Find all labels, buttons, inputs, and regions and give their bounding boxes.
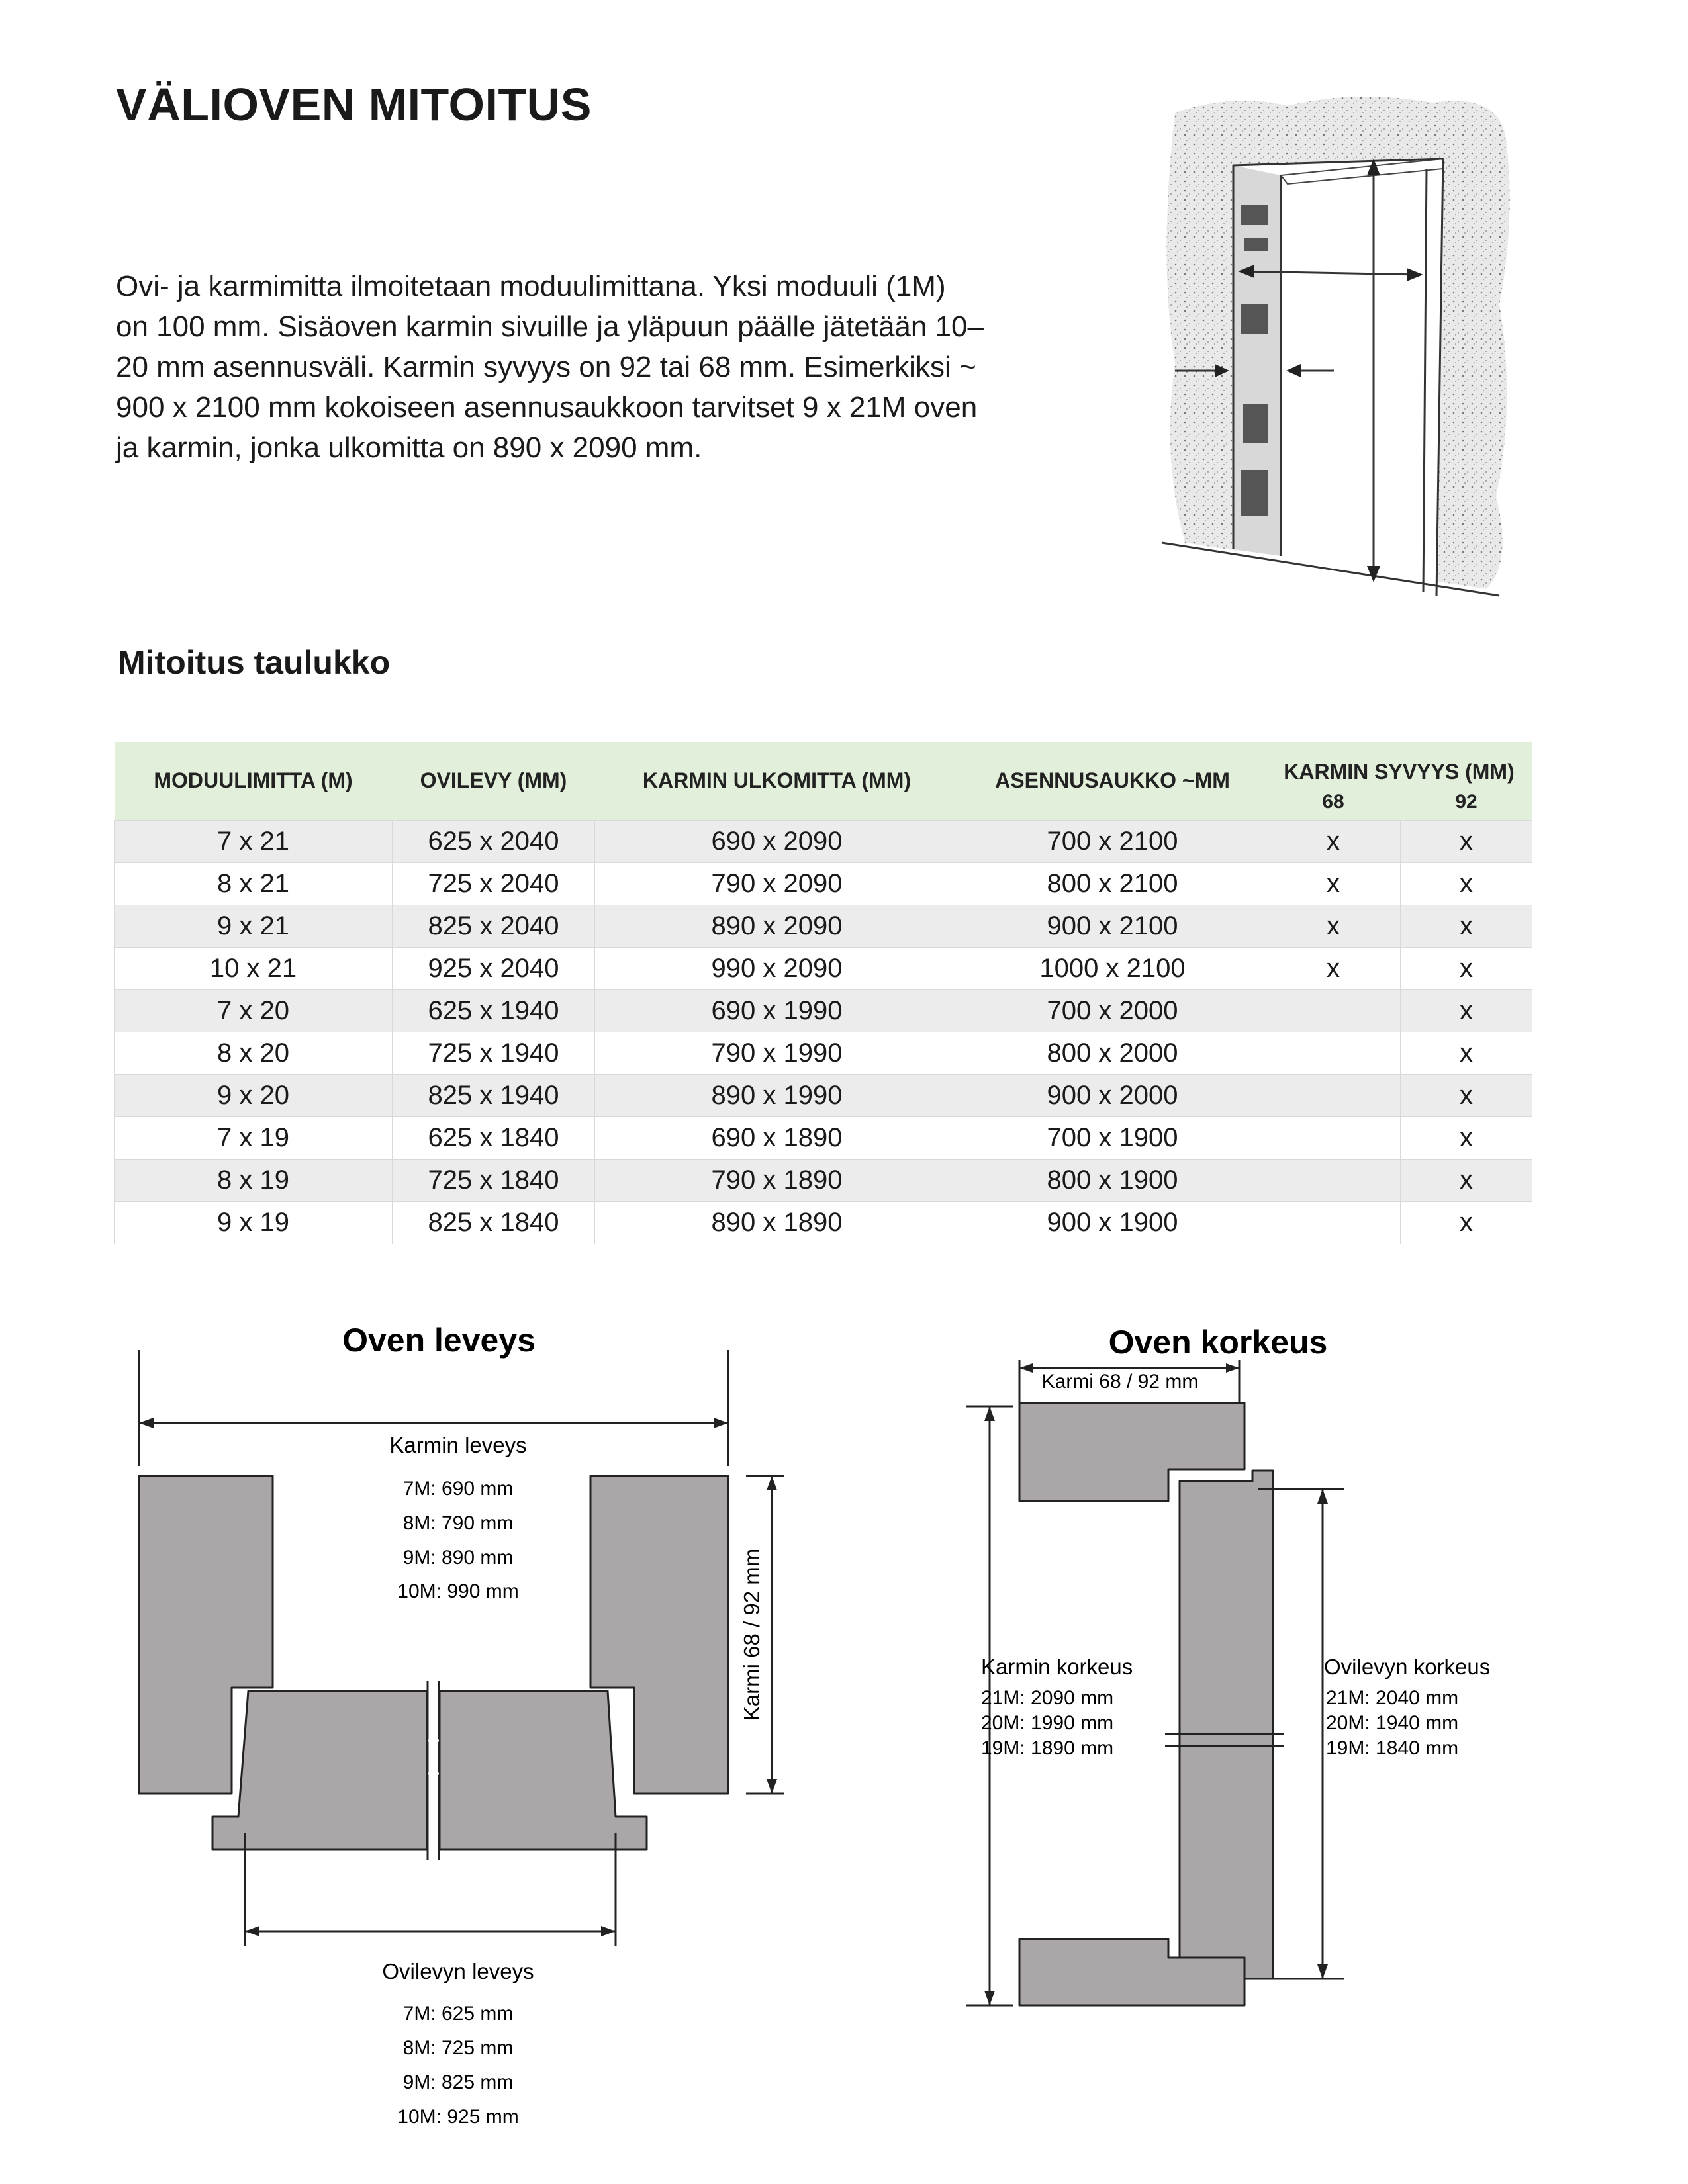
frame-depth-label: Karmi 68 / 92 mm xyxy=(1041,1371,1199,1392)
table-row xyxy=(115,1159,1532,1201)
table-cell: x xyxy=(1401,1201,1532,1244)
table-cell: 8 x 21 xyxy=(115,862,393,905)
door-width-diagram xyxy=(119,1317,808,2128)
table-row xyxy=(115,862,1532,905)
table-cell: x xyxy=(1401,905,1532,947)
intro-line: Ovi- ja karmimitta ilmoitetaan moduulimittana. Yksi moduuli (1M) xyxy=(116,270,946,302)
table-row xyxy=(115,820,1532,862)
table-cell: 9 x 21 xyxy=(115,905,393,947)
table-row xyxy=(115,1116,1532,1159)
table-cell: 790 x 2090 xyxy=(595,862,959,905)
table-cell: 890 x 1990 xyxy=(595,1074,959,1116)
table-cell: 625 x 2040 xyxy=(393,820,595,862)
column-header: KARMIN ULKOMITTA (MM) xyxy=(595,742,959,820)
table-cell: 825 x 2040 xyxy=(393,905,595,947)
table-cell xyxy=(1266,1159,1401,1201)
table-cell: 7 x 21 xyxy=(115,820,393,862)
frame-width-value: 10M: 990 mm xyxy=(397,1580,519,1602)
table-cell: x xyxy=(1401,862,1532,905)
table-cell: x xyxy=(1401,1074,1532,1116)
door-opening-illustration xyxy=(1155,86,1516,615)
column-subheader: 68 xyxy=(1266,784,1401,820)
table-row xyxy=(115,947,1532,989)
table-cell: 800 x 2000 xyxy=(959,1032,1266,1074)
table-cell: 625 x 1840 xyxy=(393,1116,595,1159)
column-header: KARMIN SYVYYS (MM) xyxy=(1266,742,1532,784)
table-cell: x xyxy=(1401,1032,1532,1074)
column-header: OVILEVY (MM) xyxy=(393,742,595,820)
table-cell: 700 x 2000 xyxy=(959,989,1266,1032)
intro-paragraph xyxy=(116,266,1043,468)
table-body xyxy=(115,820,1532,1244)
door-height-label: Ovilevyn korkeus xyxy=(1324,1655,1491,1679)
jamb-depth-label: Karmi 68 / 92 mm xyxy=(739,1548,764,1721)
sizing-table xyxy=(114,742,1532,1244)
frame-width-value: 9M: 890 mm xyxy=(402,1547,514,1569)
door-height-value: 19M: 1840 mm xyxy=(1326,1737,1459,1759)
table-cell: 825 x 1940 xyxy=(393,1074,595,1116)
table-cell xyxy=(1266,1032,1401,1074)
intro-line: 20 mm asennusväli. Karmin syvyys on 92 tai 68 mm. Esimerkiksi ~ xyxy=(116,351,976,383)
frame-width-value: 8M: 790 mm xyxy=(402,1512,514,1534)
table-cell: 7 x 19 xyxy=(115,1116,393,1159)
table-cell: 725 x 1940 xyxy=(393,1032,595,1074)
intro-line: 900 x 2100 mm kokoiseen asennusaukkoon tarvitset 9 x 21M oven xyxy=(116,391,978,424)
table-cell: 890 x 1890 xyxy=(595,1201,959,1244)
table-cell: 690 x 1890 xyxy=(595,1116,959,1159)
table-cell: 790 x 1890 xyxy=(595,1159,959,1201)
table-cell: x xyxy=(1401,820,1532,862)
table-cell: 690 x 1990 xyxy=(595,989,959,1032)
height-diagram-title: Oven korkeus xyxy=(1108,1324,1328,1361)
table-title: Mitoitus taulukko xyxy=(118,644,391,681)
table-cell: x xyxy=(1401,1159,1532,1201)
table-cell: 9 x 19 xyxy=(115,1201,393,1244)
frame-width-value: 7M: 690 mm xyxy=(402,1478,514,1500)
table-cell: 7 x 20 xyxy=(115,989,393,1032)
frame-height-label: Karmin korkeus xyxy=(981,1655,1133,1679)
intro-line: on 100 mm. Sisäoven karmin sivuille ja yläpuun päälle jätetään 10– xyxy=(116,310,984,343)
door-width-value: 7M: 625 mm xyxy=(402,2003,514,2025)
table-cell: x xyxy=(1401,989,1532,1032)
door-width-value: 10M: 925 mm xyxy=(397,2106,519,2128)
table-cell xyxy=(1266,1116,1401,1159)
door-leaf-vertical xyxy=(1180,1471,1273,1979)
table-cell xyxy=(1266,1201,1401,1244)
table-cell: 8 x 20 xyxy=(115,1032,393,1074)
frame-height-value: 20M: 1990 mm xyxy=(981,1712,1114,1734)
width-diagram-title: Oven leveys xyxy=(342,1322,536,1359)
frame-width-label: Karmin leveys xyxy=(389,1433,527,1457)
column-header: MODUULIMITTA (M) xyxy=(115,742,393,820)
table-cell: x xyxy=(1266,905,1401,947)
column-header: ASENNUSAUKKO ~MM xyxy=(959,742,1266,820)
door-height-diagram xyxy=(940,1317,1569,2032)
table-cell: 725 x 2040 xyxy=(393,862,595,905)
door-height-value: 20M: 1940 mm xyxy=(1326,1712,1459,1734)
table-row xyxy=(115,989,1532,1032)
page-title: VÄLIOVEN MITOITUS xyxy=(116,79,592,130)
table-cell: 700 x 1900 xyxy=(959,1116,1266,1159)
table-cell: 900 x 2100 xyxy=(959,905,1266,947)
table-cell xyxy=(1266,989,1401,1032)
table-cell: 1000 x 2100 xyxy=(959,947,1266,989)
door-width-label: Ovilevyn leveys xyxy=(382,1959,534,1983)
table-cell: 925 x 2040 xyxy=(393,947,595,989)
table-cell: 900 x 1900 xyxy=(959,1201,1266,1244)
frame-height-value: 19M: 1890 mm xyxy=(981,1737,1114,1759)
intro-line: ja karmin, jonka ulkomitta on 890 x 2090 mm. xyxy=(116,432,702,464)
table-cell: 625 x 1940 xyxy=(393,989,595,1032)
table-cell: x xyxy=(1266,947,1401,989)
door-height-value: 21M: 2040 mm xyxy=(1326,1687,1459,1709)
table-cell: 800 x 2100 xyxy=(959,862,1266,905)
table-cell: 725 x 1840 xyxy=(393,1159,595,1201)
table-cell: 890 x 2090 xyxy=(595,905,959,947)
column-subheader: 92 xyxy=(1401,784,1532,820)
table-row xyxy=(115,1201,1532,1244)
table-cell: 900 x 2000 xyxy=(959,1074,1266,1116)
door-leaf-right xyxy=(440,1691,647,1850)
table-cell: 800 x 1900 xyxy=(959,1159,1266,1201)
door-width-value: 8M: 725 mm xyxy=(402,2037,514,2059)
table-cell: 10 x 21 xyxy=(115,947,393,989)
table-cell xyxy=(1266,1074,1401,1116)
table-cell: x xyxy=(1266,820,1401,862)
door-leaf-left xyxy=(212,1691,427,1850)
door-width-value: 9M: 825 mm xyxy=(402,2071,514,2093)
table-cell: 825 x 1840 xyxy=(393,1201,595,1244)
table-cell: 790 x 1990 xyxy=(595,1032,959,1074)
table-cell: x xyxy=(1266,862,1401,905)
table-cell: 690 x 2090 xyxy=(595,820,959,862)
table-cell: 700 x 2100 xyxy=(959,820,1266,862)
frame-height-value: 21M: 2090 mm xyxy=(981,1687,1114,1709)
table-cell: 8 x 19 xyxy=(115,1159,393,1201)
table-cell: x xyxy=(1401,947,1532,989)
table-row xyxy=(115,905,1532,947)
table-row xyxy=(115,1074,1532,1116)
table-header-row xyxy=(115,742,1532,784)
table-cell: 9 x 20 xyxy=(115,1074,393,1116)
table-cell: x xyxy=(1401,1116,1532,1159)
table-cell: 990 x 2090 xyxy=(595,947,959,989)
table-row xyxy=(115,1032,1532,1074)
